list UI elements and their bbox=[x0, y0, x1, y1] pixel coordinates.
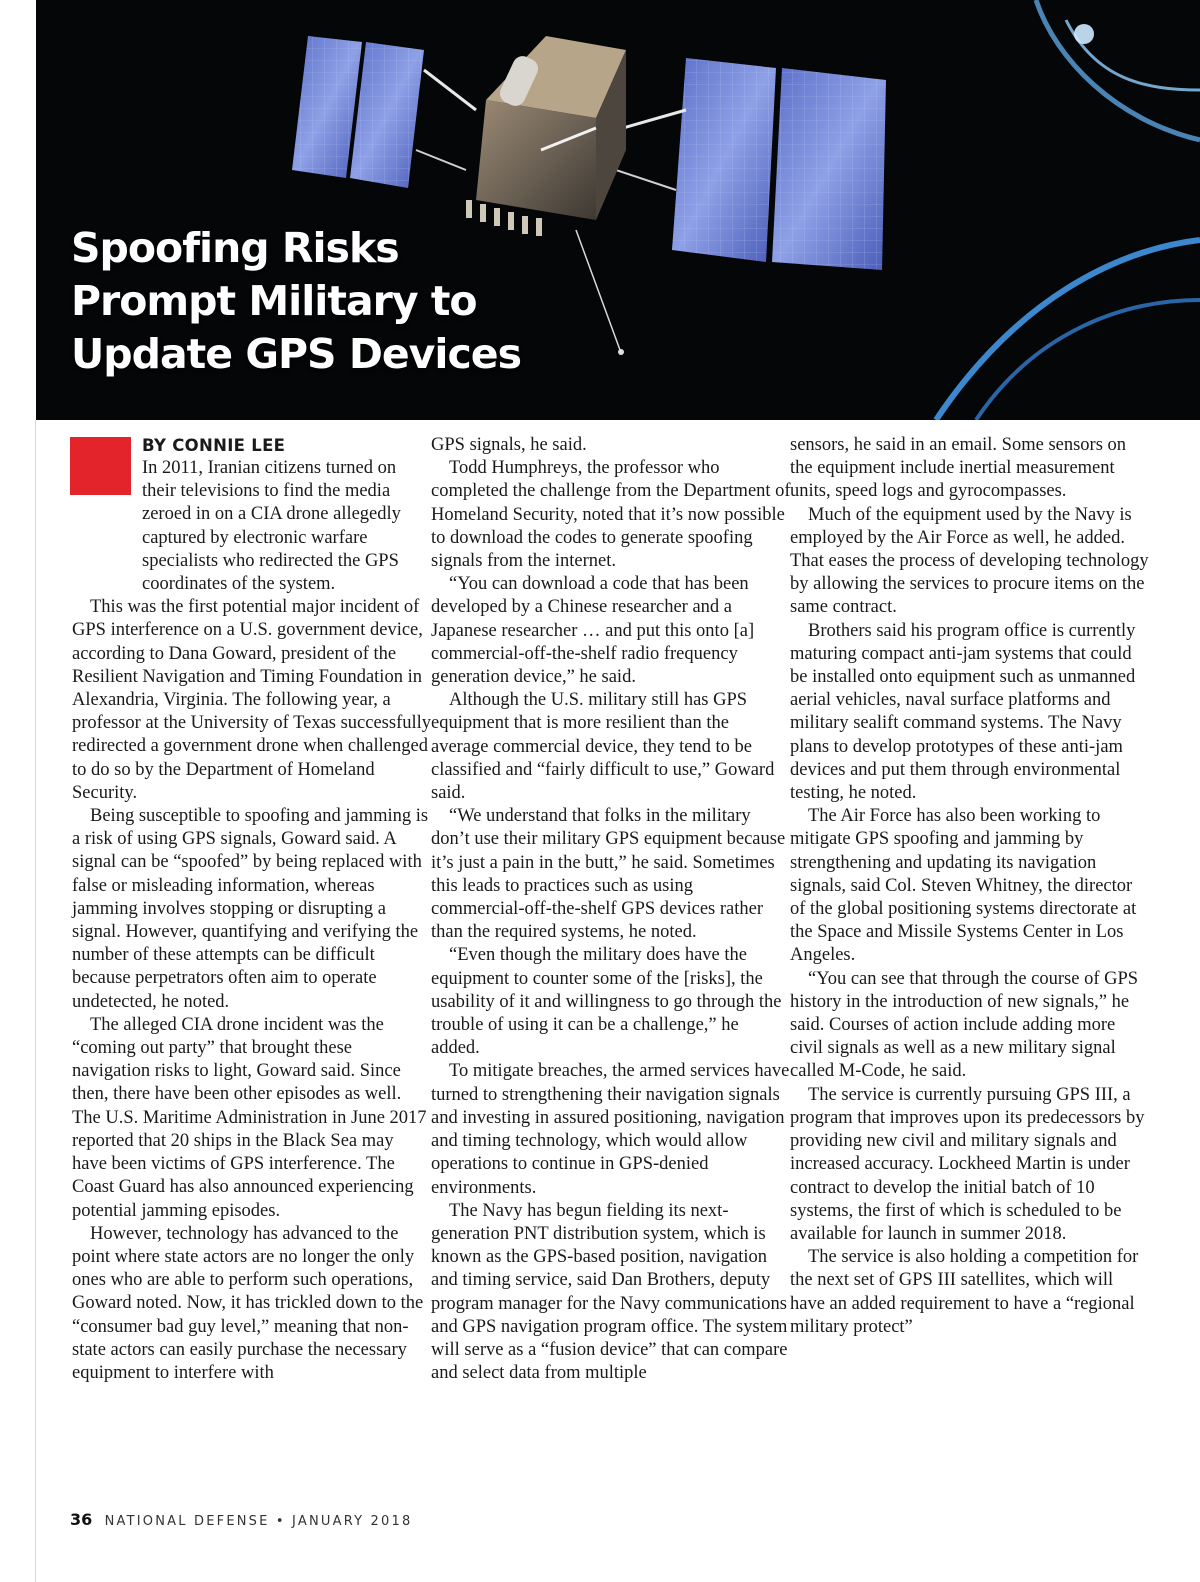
paragraph: GPS signals, he said. bbox=[431, 435, 587, 455]
paragraph: Although the U.S. military still has GPS equipment that is more resilient than the average commercial device, they tend to be classified and “fairly difficult to use,” Goward said. bbox=[431, 690, 775, 804]
hero-image bbox=[36, 0, 1200, 420]
page-footer bbox=[70, 1510, 412, 1529]
publication-line: NATIONAL DEFENSE • JANUARY 2018 bbox=[104, 1514, 413, 1529]
paragraph: Brothers said his program office is currently maturing compact anti-jam systems that could be installed onto equipment such as unmanned aerial vehicles, naval surface platforms and military sealift command systems. The Navy plans to develop prototypes of these anti-jam devices and put them through environmental testing, he noted. bbox=[790, 620, 1136, 804]
headline-line-1: Spoofing Risks bbox=[71, 224, 399, 272]
paragraph: To mitigate breaches, the armed services have turned to strengthening their navigation signals and investing in assured positioning, navigation and timing technology, which would allow operations to continue in GPS-denied environments. bbox=[431, 1061, 790, 1198]
article-column-3 bbox=[790, 434, 1150, 1339]
paragraph: However, technology has advanced to the point where state actors are no longer the only ones who are able to perform such operations, Goward noted. Now, it has trickled down to the “consumer bad guy level,” meaning that non-state actors can easily purchase the necessary equipment to interfere with bbox=[72, 1223, 424, 1383]
paragraph: In 2011, Iranian citizens turned on their televisions to find the media zeroed in on a CIA drone allegedly captured by electronic warfare specialists who redirected the GPS coordinates of the system. bbox=[142, 458, 401, 595]
paragraph: The Navy has begun fielding its next-generation PNT distribution system, which is known as the GPS-based position, navigation and timing service, said Dan Brothers, deputy program manager for the Navy communications and GPS navigation program office. The system will serve as a “fusion device” that can compare and select data from multiple bbox=[431, 1200, 788, 1384]
paragraph: Being susceptible to spoofing and jamming is a risk of using GPS signals, Goward said. A signal can be “spoofed” by being replaced with false or misleading information, whereas jamming involves stopping or disrupting a signal. However, quantifying and verifying the number of these attempts can be difficult because perpetrators often aim to operate undetected, he noted. bbox=[72, 806, 429, 1012]
paragraph: This was the first potential major incident of GPS interference on a U.S. government device, according to Dana Goward, president of the Resilient Navigation and Timing Foundation in Alexandria, Virginia. The following year, a professor at the University of Texas successfully redirected a government drone when challenged to do so by the Department of Homeland Security. bbox=[72, 597, 432, 803]
paragraph: The alleged CIA drone incident was the “coming out party” that brought these navigation risks to light, Goward said. Since then, there have been other episodes as well. The U.S. Maritime Administration in June 2017 reported that 20 ships in the Black Sea may have been victims of GPS interference. The Coast Guard has also announced experiencing potential jamming episodes. bbox=[72, 1014, 427, 1221]
paragraph: The Air Force has also been working to mitigate GPS spoofing and jamming by strengthening and updating its navigation signals, said Col. Steven Whitney, the director of the global positioning systems directorate at the Space and Missile Systems Center in Los Angeles. bbox=[790, 806, 1137, 966]
page-number: 36 bbox=[70, 1510, 93, 1529]
headline-line-2: Prompt Military to bbox=[71, 277, 477, 325]
paragraph: sensors, he said in an email. Some sensors on the equipment include inertial measurement units, speed logs and gyrocompasses. bbox=[790, 435, 1127, 502]
headline-line-3: Update GPS Devices bbox=[71, 330, 521, 378]
paragraph: Todd Humphreys, the professor who completed the challenge from the Department of Homeland Security, noted that it’s now possible to download the codes to generate spoofing signals from the internet. bbox=[431, 458, 791, 572]
paragraph: “We understand that folks in the military don’t use their military GPS equipment because it’s just a pain in the butt,” he said. Sometimes this leads to practices such as using commercial-off-the-shelf GPS devices rather than the required systems, he noted. bbox=[431, 806, 786, 943]
byline: BY CONNIE LEE bbox=[142, 436, 286, 455]
article-headline bbox=[71, 222, 521, 381]
paragraph: “Even though the military does have the equipment to counter some of the [risks], the usability of it and willingness to go through the trouble of using it can be a challenge,” he added. bbox=[431, 945, 782, 1059]
paragraph: The service is currently pursuing GPS III, a program that improves upon its predecessors by providing new civil and military signals and increased accuracy. Lockheed Martin is under contract to develop the initial batch of 10 systems, the first of which is scheduled to be available for launch in summer 2018. bbox=[790, 1084, 1145, 1244]
article-column-1 bbox=[72, 434, 432, 1385]
paragraph: “You can download a code that has been developed by a Chinese researcher and a Japanese researcher … and put this onto [a] commercial-off-the-shelf radio frequency generation device,” he said. bbox=[431, 574, 755, 688]
page-left-rule bbox=[35, 420, 36, 1582]
paragraph: Much of the equipment used by the Navy is employed by the Air Force as well, he added. That eases the process of developing technology by allowing the services to procure items on the same contract. bbox=[790, 504, 1149, 618]
article-column-2 bbox=[431, 434, 791, 1385]
paragraph: The service is also holding a competition for the next set of GPS III satellites, which will have an added requirement to have a “regional military protect” bbox=[790, 1247, 1139, 1337]
paragraph: “You can see that through the course of GPS history in the introduction of new signals,” he said. Courses of action include adding more civil signals as well as a new military signal called M-Code, he said. bbox=[790, 968, 1139, 1082]
